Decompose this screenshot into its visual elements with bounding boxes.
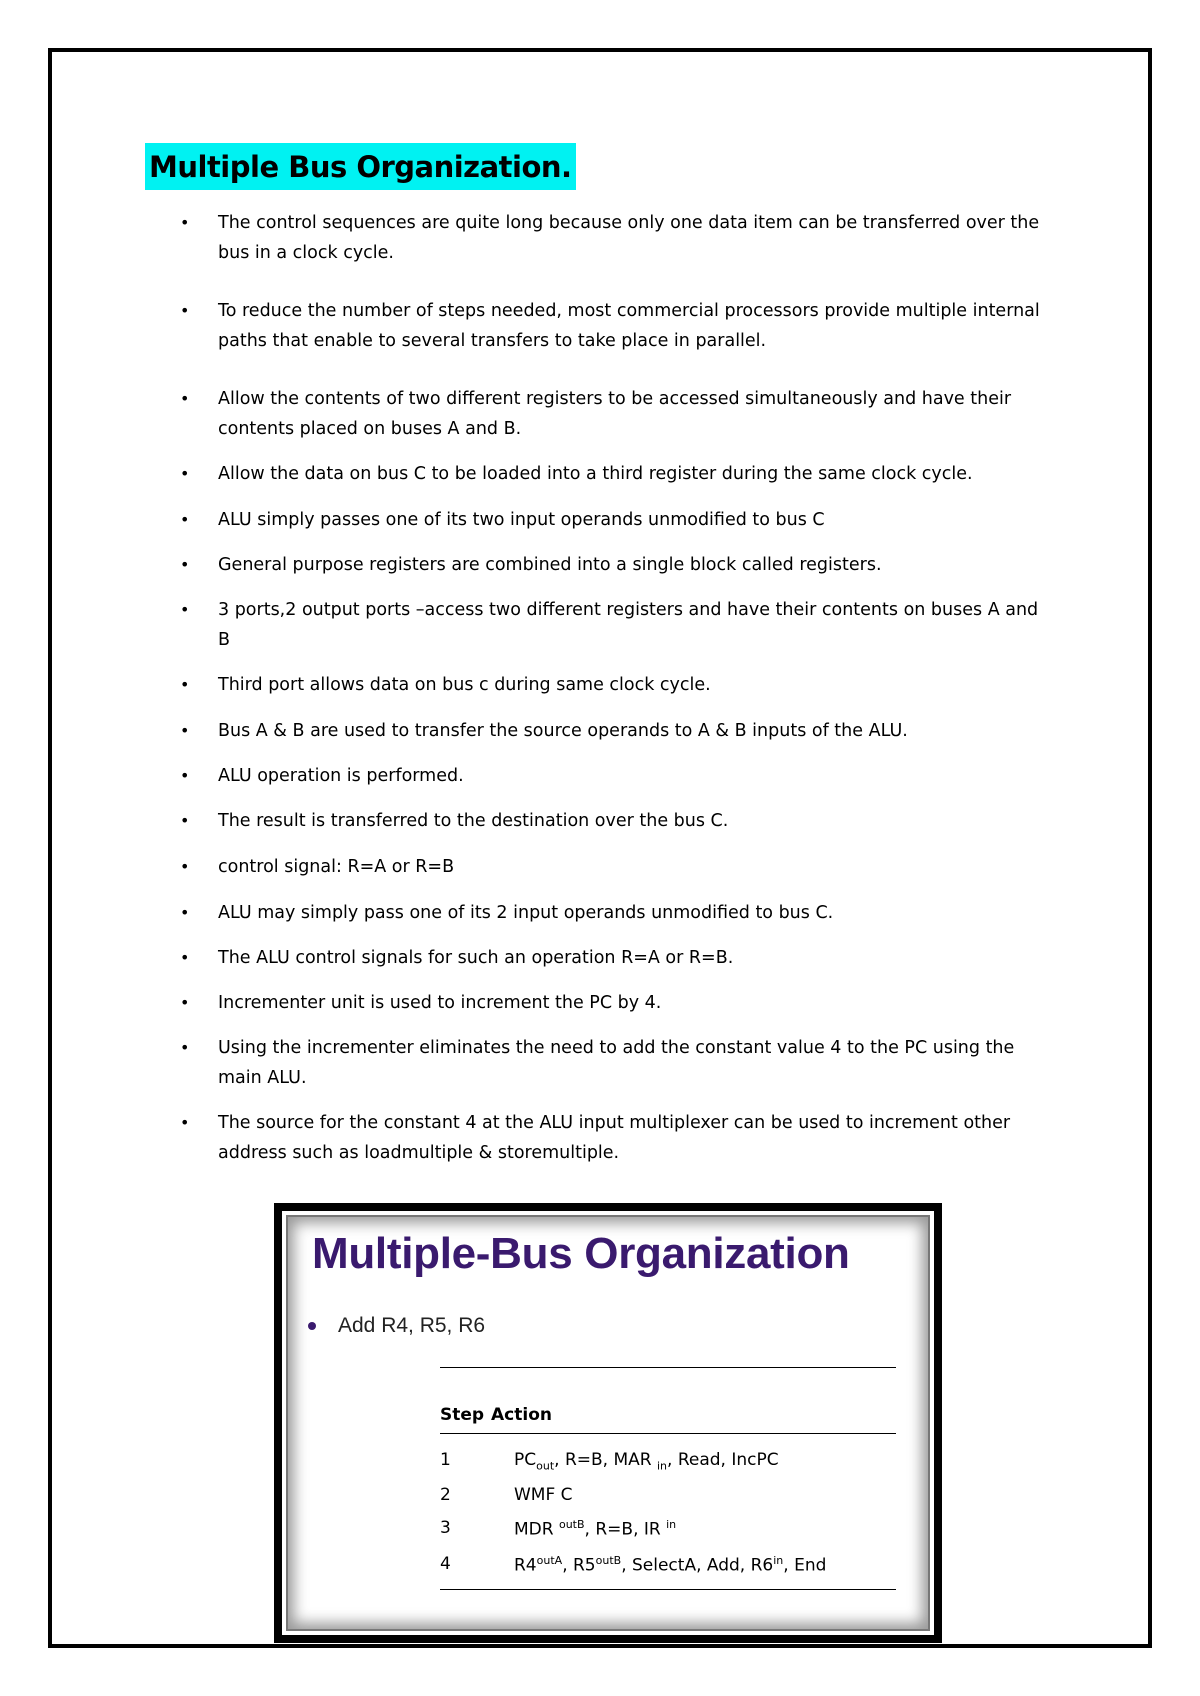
list-item [180, 898, 1040, 928]
page-heading: Multiple Bus Organization. [145, 143, 576, 190]
list-item [180, 761, 1040, 791]
row-step: 4 [440, 1554, 451, 1574]
bullet-dot-icon: • [180, 213, 190, 232]
table-top-rule [440, 1367, 896, 1368]
row-action: $PC_{out}$, R=B, MAR $_{in}$, Read, IncPC [514, 1450, 779, 1473]
bullet-text: The source for the constant 4 at the ALU input multiplexer can be used to increment other address such as loadmultiple & storemultiple. [218, 1113, 1011, 1163]
bullet-dot-icon: • [180, 993, 190, 1012]
bullet-text: ALU simply passes one of its two input operands unmodified to bus C [218, 510, 825, 530]
list-item [180, 505, 1040, 535]
bullet-dot-icon: • [180, 600, 190, 619]
bullet-dot-icon [308, 1322, 316, 1330]
figure-bullet [308, 1314, 485, 1338]
bullet-text: Allow the data on bus C to be loaded into a third register during the same clock cycle. [218, 464, 973, 484]
bullet-dot-icon: • [180, 555, 190, 574]
bullet-text: To reduce the number of steps needed, most commercial processors provide multiple internal paths that enable to several transfers to take place in parallel. [218, 301, 1040, 351]
list-item [180, 670, 1040, 700]
bullet-dot-icon: • [180, 1113, 190, 1132]
bullet-text: The ALU control signals for such an operation R=A or R=B. [218, 948, 734, 968]
table-header-rule [440, 1433, 896, 1434]
bullet-dot-icon: • [180, 675, 190, 694]
bullet-text: ALU may simply pass one of its 2 input operands unmodified to bus C. [218, 903, 834, 923]
bullet-dot-icon: • [180, 811, 190, 830]
list-item [180, 1108, 1040, 1168]
list-item [180, 716, 1040, 746]
bullet-dot-icon: • [180, 903, 190, 922]
bullet-dot-icon: • [180, 301, 190, 320]
row-step: 3 [440, 1518, 451, 1538]
bullet-dot-icon: • [180, 389, 190, 408]
figure-slide [286, 1215, 930, 1631]
row-action: WMF C [514, 1485, 573, 1505]
bullet-dot-icon: • [180, 510, 190, 529]
table-header-step: Step [440, 1405, 485, 1425]
row-step: 2 [440, 1485, 451, 1505]
bullet-text: General purpose registers are combined into a single block called registers. [218, 555, 882, 575]
bullet-dot-icon: • [180, 857, 190, 876]
list-item [180, 296, 1040, 356]
bullet-text: Bus A & B are used to transfer the source operands to A & B inputs of the ALU. [218, 721, 908, 741]
bullet-text: Using the incrementer eliminates the need to add the constant value 4 to the PC using the main ALU. [218, 1038, 1015, 1088]
bullet-text: Third port allows data on bus c during same clock cycle. [218, 675, 711, 695]
list-item [180, 595, 1040, 655]
list-item [180, 988, 1040, 1018]
bullet-dot-icon: • [180, 464, 190, 483]
figure-title: Multiple-Bus Organization [312, 1229, 850, 1278]
list-item [180, 1033, 1040, 1093]
bullet-text: control signal: R=A or R=B [218, 857, 455, 877]
list-item [180, 943, 1040, 973]
bullet-dot-icon: • [180, 766, 190, 785]
bullet-text: The control sequences are quite long because only one data item can be transferred over the bus in a clock cycle. [218, 213, 1040, 263]
figure-bullet-text: Add R4, R5, R6 [338, 1314, 486, 1337]
table-bottom-rule [440, 1589, 896, 1590]
list-item [180, 208, 1040, 268]
table-header [440, 1405, 552, 1425]
bullet-text: Allow the contents of two different registers to be accessed simultaneously and have their contents placed on buses A and B. [218, 389, 1012, 439]
row-action: MDR $^{outB}$, R=B, IR $^{in}$ [514, 1518, 677, 1540]
bullet-text: The result is transferred to the destination over the bus C. [218, 811, 729, 831]
list-item [180, 459, 1040, 489]
bullet-text: Incrementer unit is used to increment the PC by 4. [218, 993, 662, 1013]
bullet-dot-icon: • [180, 1038, 190, 1057]
row-action: $R4^{outA}$, $R5^{outB}$, SelectA, Add, $R6^{in}$, End [514, 1554, 827, 1576]
list-item [180, 806, 1040, 836]
bullet-text: ALU operation is performed. [218, 766, 464, 786]
bullet-dot-icon: • [180, 948, 190, 967]
list-item [180, 852, 1040, 882]
bullet-text: 3 ports,2 output ports –access two different registers and have their contents on buses A and B [218, 600, 1039, 650]
bullet-dot-icon: • [180, 721, 190, 740]
figure-frame [274, 1203, 942, 1643]
list-item [180, 384, 1040, 444]
row-step: 1 [440, 1450, 451, 1470]
table-header-action: Action [491, 1405, 552, 1425]
list-item [180, 550, 1040, 580]
